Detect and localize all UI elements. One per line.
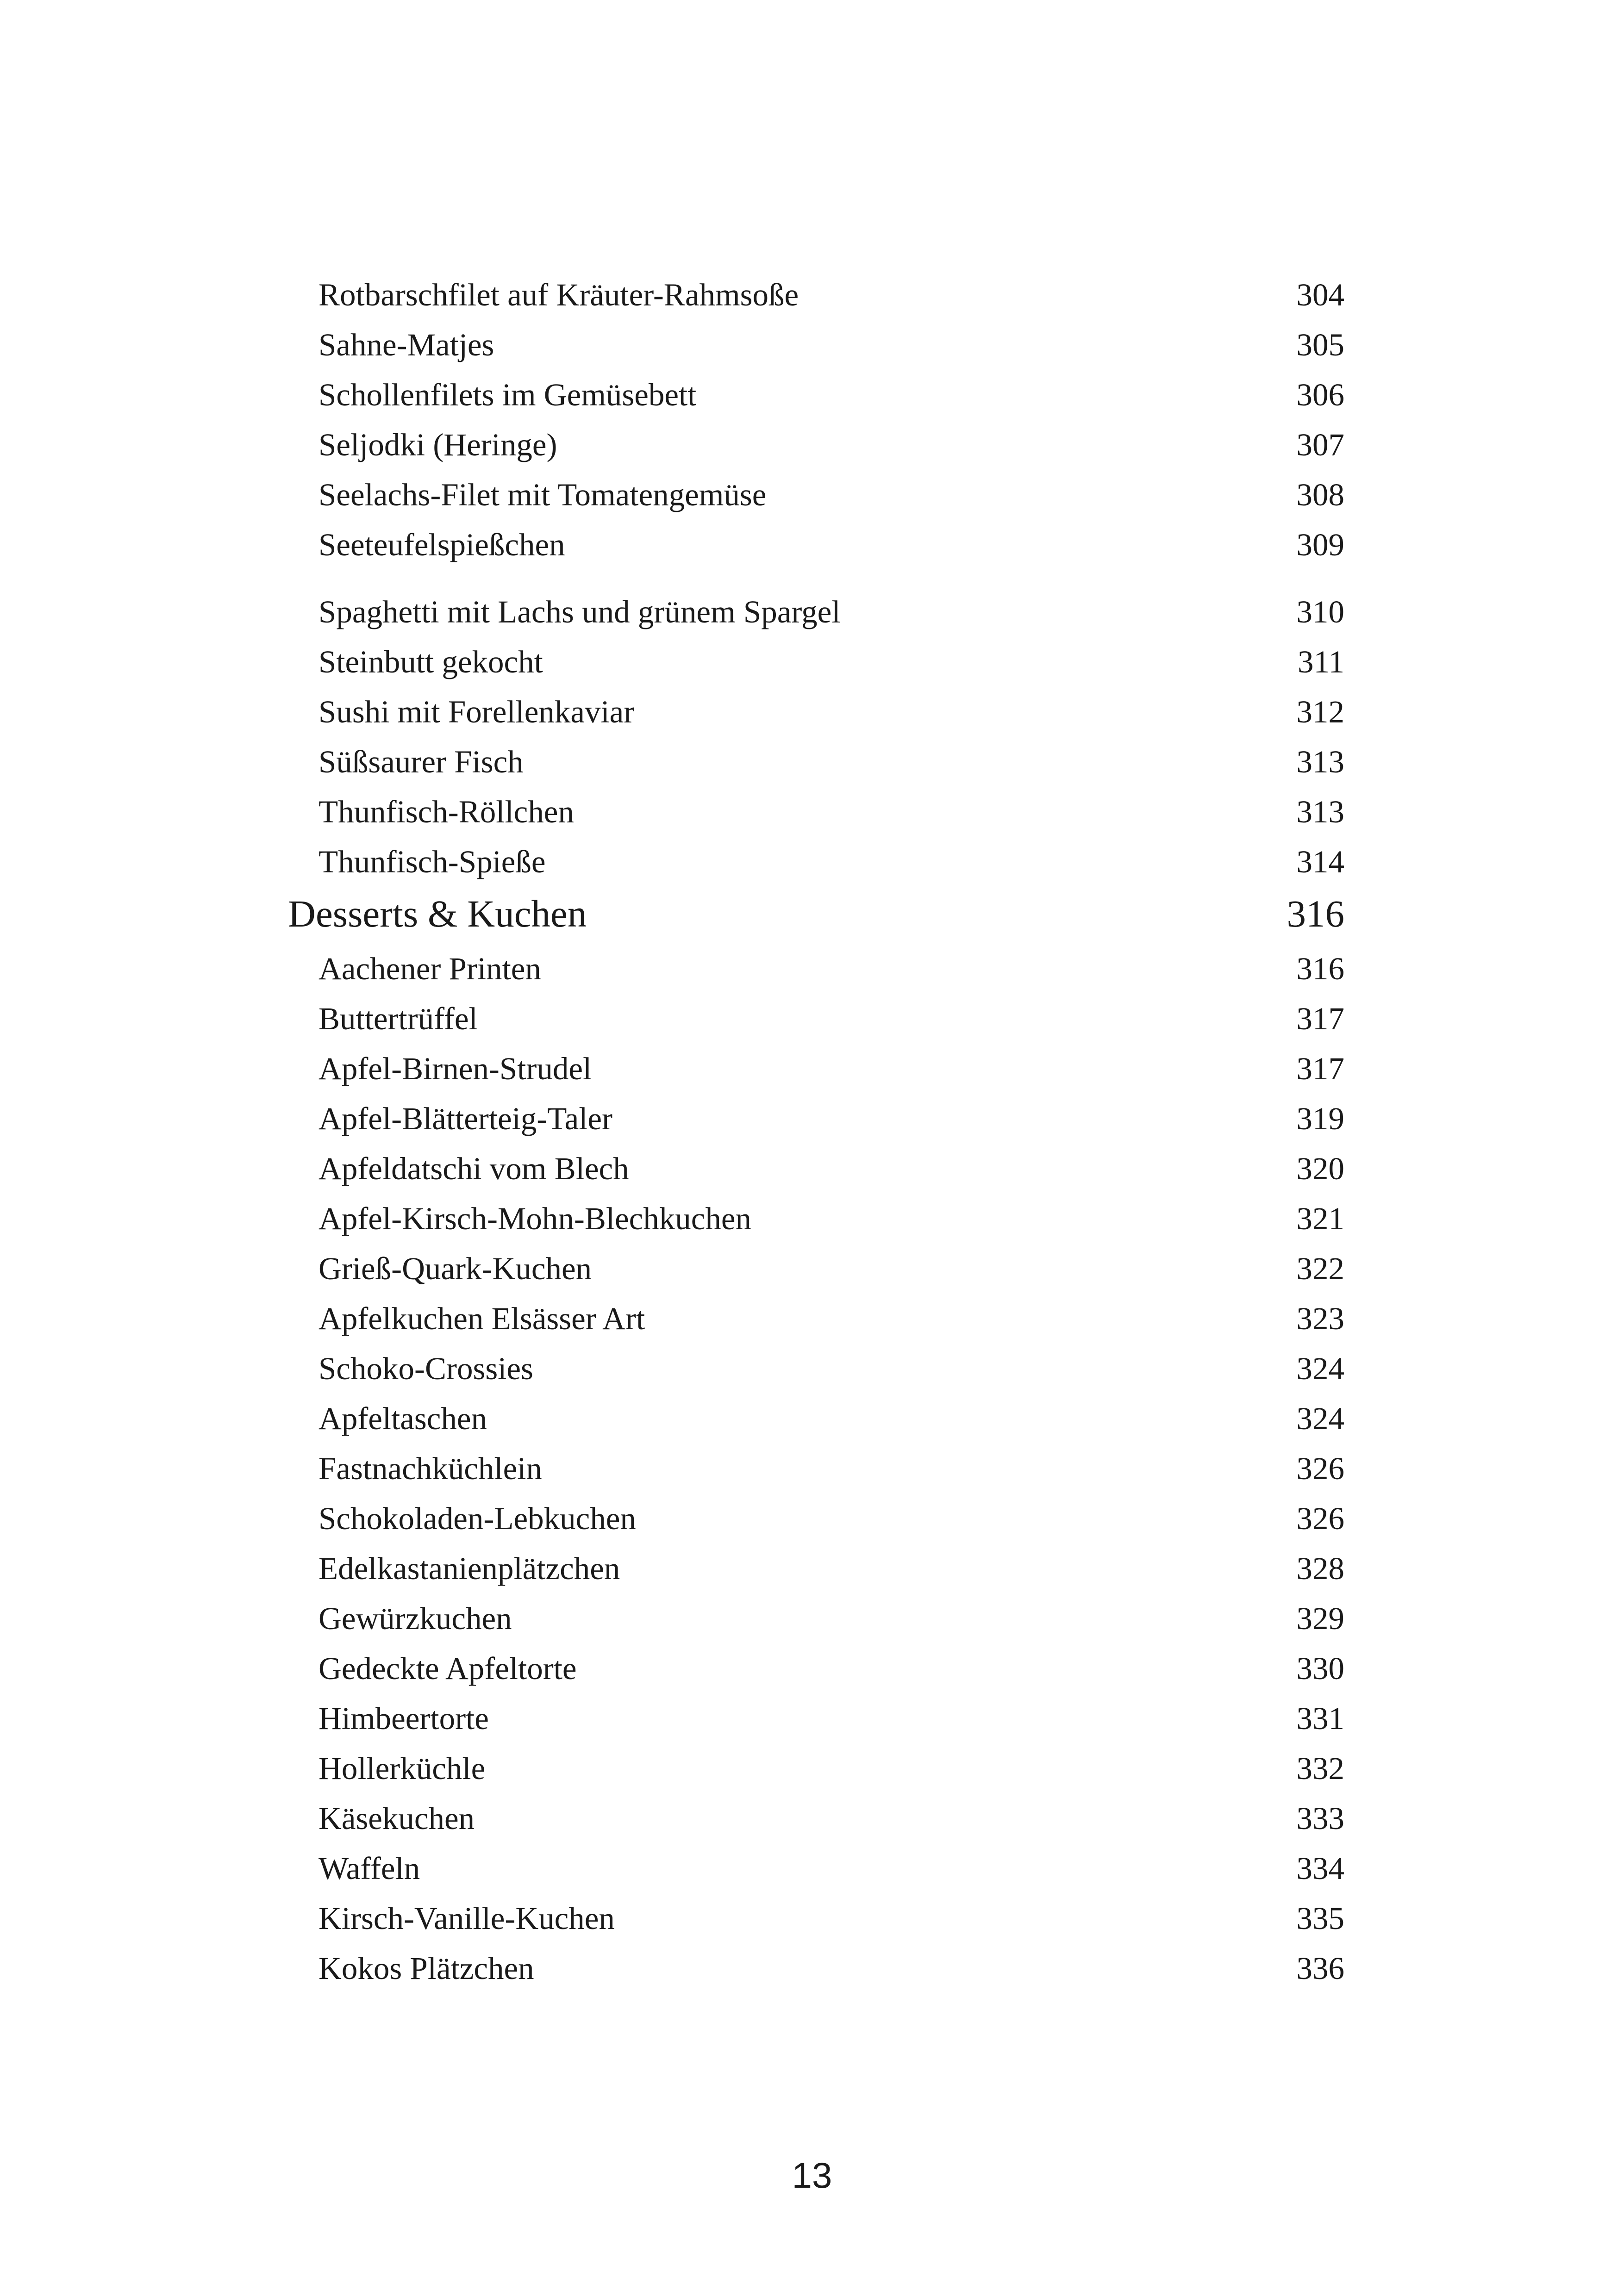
toc-entry-title: Schoko-Crossies <box>319 1351 533 1386</box>
toc-entry-page: 316 <box>1296 951 1344 986</box>
toc-entry-page: 313 <box>1296 794 1344 829</box>
toc-entry-page: 309 <box>1296 527 1344 562</box>
toc-entry <box>0 1044 1624 1094</box>
toc-entry-title: Seljodki (Heringe) <box>319 427 557 462</box>
toc-entry-page: 334 <box>1296 1851 1344 1886</box>
toc-entry-title: Hollerküchle <box>319 1751 486 1786</box>
toc-entry-title: Sushi mit Forellenkaviar <box>319 694 635 729</box>
toc-entry <box>0 470 1624 520</box>
toc-entry-page: 312 <box>1296 694 1344 729</box>
toc-entry <box>0 1344 1624 1394</box>
toc-entry <box>0 837 1624 887</box>
toc-entry-title: Waffeln <box>319 1851 420 1886</box>
toc-entry <box>0 587 1624 637</box>
toc-entry-page: 317 <box>1296 1001 1344 1036</box>
toc-entry-title: Apfel-Kirsch-Mohn-Blechkuchen <box>319 1201 752 1236</box>
toc-entry <box>0 1493 1624 1543</box>
toc-entry-page: 324 <box>1296 1401 1344 1436</box>
toc-entry <box>0 1843 1624 1893</box>
toc-entry <box>0 1294 1624 1344</box>
toc-entry-title: Gedeckte Apfeltorte <box>319 1651 577 1686</box>
toc-entry <box>0 1244 1624 1294</box>
toc-entry-page: 324 <box>1296 1351 1344 1386</box>
toc-entry-page: 308 <box>1296 477 1344 512</box>
toc-entry <box>0 1144 1624 1194</box>
toc-entry <box>0 1693 1624 1743</box>
toc-section-page: 316 <box>1287 892 1344 935</box>
toc-entry-title: Kirsch-Vanille-Kuchen <box>319 1901 615 1936</box>
toc-entry-title: Kokos Plätzchen <box>319 1951 534 1986</box>
toc-entry-title: Schokoladen-Lebkuchen <box>319 1501 636 1536</box>
toc-entry-title: Buttertrüffel <box>319 1001 478 1036</box>
toc-entry-page: 336 <box>1296 1951 1344 1986</box>
toc-entry-title: Apfelkuchen Elsässer Art <box>319 1301 645 1336</box>
toc-entry-page: 320 <box>1296 1151 1344 1186</box>
toc-entry <box>0 1394 1624 1444</box>
toc-entry <box>0 1743 1624 1793</box>
toc-entry-title: Apfel-Birnen-Strudel <box>319 1051 592 1086</box>
toc-entry-title: Thunfisch-Spieße <box>319 844 546 879</box>
toc-entry-title: Käsekuchen <box>319 1801 475 1836</box>
toc-entry-title: Steinbutt gekocht <box>319 644 543 679</box>
toc-entry <box>0 520 1624 570</box>
toc-entry <box>0 1543 1624 1593</box>
toc-entry-page: 326 <box>1296 1451 1344 1486</box>
toc-entry <box>0 687 1624 737</box>
toc-entry-page: 306 <box>1296 377 1344 412</box>
toc-entry-page: 330 <box>1296 1651 1344 1686</box>
toc-entry-title: Himbeertorte <box>319 1701 489 1736</box>
toc-entry-title: Thunfisch-Röllchen <box>319 794 574 829</box>
toc-section-heading <box>0 884 1624 944</box>
toc-entry-page: 333 <box>1296 1801 1344 1836</box>
toc-entry-page: 304 <box>1296 277 1344 312</box>
toc-entry <box>0 1444 1624 1493</box>
toc-entry-page: 331 <box>1296 1701 1344 1736</box>
toc-entry <box>0 320 1624 370</box>
toc-entry-page: 319 <box>1296 1101 1344 1136</box>
toc-entry-title: Edelkastanienplätzchen <box>319 1551 620 1586</box>
toc-entry-page: 329 <box>1296 1601 1344 1636</box>
toc-entry <box>0 994 1624 1044</box>
toc-entry-title: Seeteufelspießchen <box>319 527 565 562</box>
toc-entry-title: Apfel-Blätterteig-Taler <box>319 1101 613 1136</box>
toc-entry <box>0 1943 1624 1993</box>
page-number: 13 <box>792 2155 832 2196</box>
toc-entry <box>0 1893 1624 1943</box>
toc-entry <box>0 1194 1624 1244</box>
toc-entry-title: Grieß-Quark-Kuchen <box>319 1251 592 1286</box>
toc-entry <box>0 737 1624 787</box>
toc-entry-title: Apfeldatschi vom Blech <box>319 1151 629 1186</box>
toc-entry-page: 307 <box>1296 427 1344 462</box>
toc-entry <box>0 787 1624 837</box>
toc-entry-page: 310 <box>1296 594 1344 629</box>
toc-entry-title: Schollenfilets im Gemüsebett <box>319 377 697 412</box>
toc-entry-title: Spaghetti mit Lachs und grünem Spargel <box>319 594 841 629</box>
toc-section-title: Desserts & Kuchen <box>288 892 587 935</box>
toc-entry-page: 321 <box>1296 1201 1344 1236</box>
toc-entry-title: Fastnachküchlein <box>319 1451 542 1486</box>
toc-entry-page: 317 <box>1296 1051 1344 1086</box>
toc-entry <box>0 1643 1624 1693</box>
toc-entry-title: Gewürzkuchen <box>319 1601 512 1636</box>
toc-entry-page: 322 <box>1296 1251 1344 1286</box>
toc-entry <box>0 637 1624 687</box>
toc-entry <box>0 1793 1624 1843</box>
toc-entry <box>0 420 1624 470</box>
toc-entry <box>0 944 1624 994</box>
toc-entry-page: 311 <box>1298 644 1344 679</box>
toc-entry-title: Apfeltaschen <box>319 1401 487 1436</box>
toc-entry-page: 313 <box>1296 744 1344 779</box>
toc-entry-page: 314 <box>1296 844 1344 879</box>
toc-entry <box>0 270 1624 320</box>
toc-entry <box>0 1094 1624 1144</box>
toc-entry-page: 326 <box>1296 1501 1344 1536</box>
toc-entry-title: Seelachs-Filet mit Tomatengemüse <box>319 477 767 512</box>
toc-entry <box>0 370 1624 420</box>
toc-entry-page: 335 <box>1296 1901 1344 1936</box>
toc-entry-page: 328 <box>1296 1551 1344 1586</box>
toc-entry-title: Sahne-Matjes <box>319 327 494 362</box>
toc-entry-title: Rotbarschfilet auf Kräuter-Rahmsoße <box>319 277 799 312</box>
toc-entry-page: 332 <box>1296 1751 1344 1786</box>
toc-entry-title: Aachener Printen <box>319 951 541 986</box>
toc-entry-title: Süßsaurer Fisch <box>319 744 524 779</box>
toc-entry-page: 323 <box>1296 1301 1344 1336</box>
toc-entry-page: 305 <box>1296 327 1344 362</box>
toc-entry <box>0 1593 1624 1643</box>
